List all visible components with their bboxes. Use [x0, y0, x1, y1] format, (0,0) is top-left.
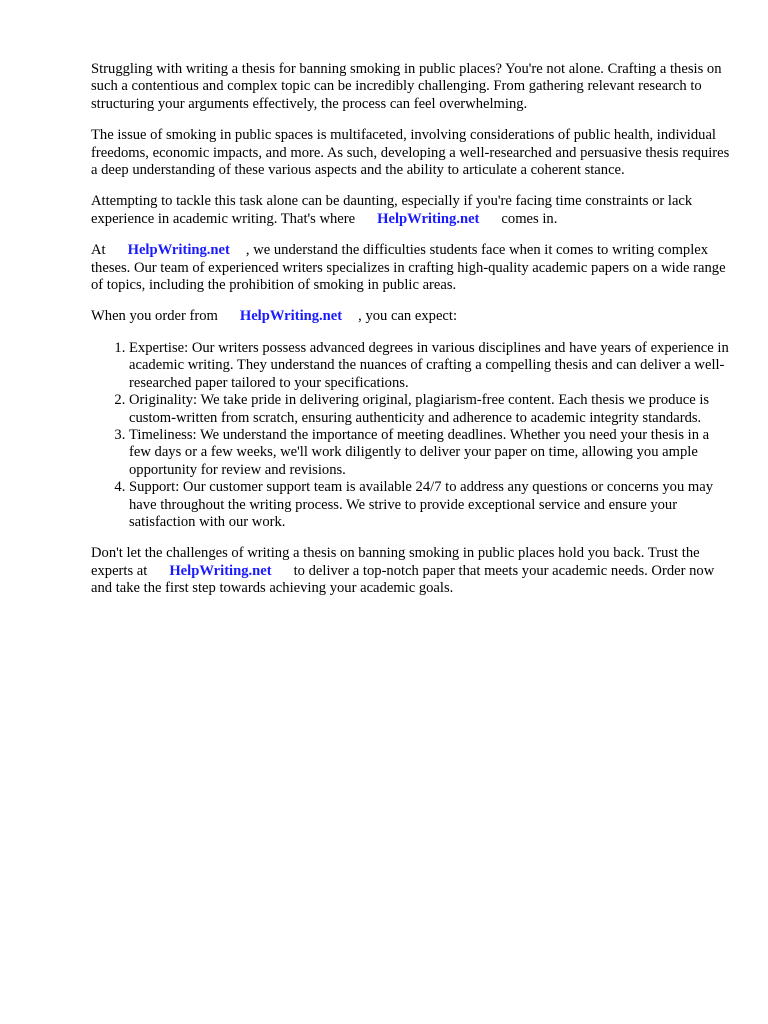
closing-text-start: Don't let the challenges of writing a thesis on banning smoking in public places hold you back. Trust the experts at [91, 545, 700, 579]
about-text: , we understand the difficulties students face when it comes to writing complex theses. Our team of experienced writers specializes in crafting high-quality academic papers on a wide range of topics, including the prohibition of smoking in public areas. [91, 242, 726, 294]
intro-paragraph: Struggling with writing a thesis for banning smoking in public places? You're not alone. Crafting a thesis on such a contentious and complex topic can be incredibly challenging. From gathering relevant research to structuring your arguments effectively, the process can feel overwhelming. [91, 61, 722, 112]
helpwriting-link[interactable]: HelpWriting.net [169, 562, 272, 579]
issue-paragraph: The issue of smoking in public spaces is multifaceted, involving considerations of public health, individual freedoms, economic impacts, and more. As such, developing a well-researched and persuasive thesis requires a deep understanding of these various aspects and the ability to articulate a coherent stance. [91, 127, 730, 179]
helpwriting-link[interactable]: HelpWriting.net [239, 308, 343, 325]
attempt-text-end: comes in. [501, 210, 558, 227]
attempt-paragraph [91, 193, 731, 228]
helpwriting-link[interactable]: HelpWriting.net [127, 242, 230, 259]
document-page [91, 61, 731, 612]
helpwriting-link[interactable]: HelpWriting.net [377, 210, 480, 227]
expect-text-end: , you can expect: [358, 308, 458, 325]
closing-text: to deliver a top-notch paper that meets your academic needs. Order now and take the first step towards achieving your academic goals. [91, 562, 715, 597]
closing-paragraph [91, 545, 731, 597]
attempt-text: Attempting to tackle this task alone can be daunting, especially if you're facing time constraints or lack experience in academic writing. That's where [91, 193, 693, 227]
about-text-start: At [91, 242, 106, 259]
benefits-list [91, 340, 731, 531]
about-paragraph [91, 242, 731, 294]
expect-paragraph [91, 308, 731, 325]
list-item: 2. Originality: We take pride in delivering original, plagiarism-free content. Each thesis we produce is custom-written from scratch, ensuring authenticity and adherence to academic integrity standards. [129, 392, 731, 427]
list-item: 4. Support: Our customer support team is available 24/7 to address any questions or concerns you may have throughout the writing process. We strive to provide exceptional service and ensure your satisfaction with our work. [129, 479, 731, 531]
list-item: 1. Expertise: Our writers possess advanced degrees in various disciplines and have years of experience in academic writing. They understand the nuances of crafting a compelling thesis and can deliver a well-researched paper tailored to your specifications. [129, 340, 731, 392]
expect-text: When you order from [91, 308, 218, 325]
list-item: 3. Timeliness: We understand the importance of meeting deadlines. Whether you need your thesis in a few days or a few weeks, we'll work diligently to deliver your paper on time, allowing you ample opportunity for review and revisions. [129, 427, 731, 479]
